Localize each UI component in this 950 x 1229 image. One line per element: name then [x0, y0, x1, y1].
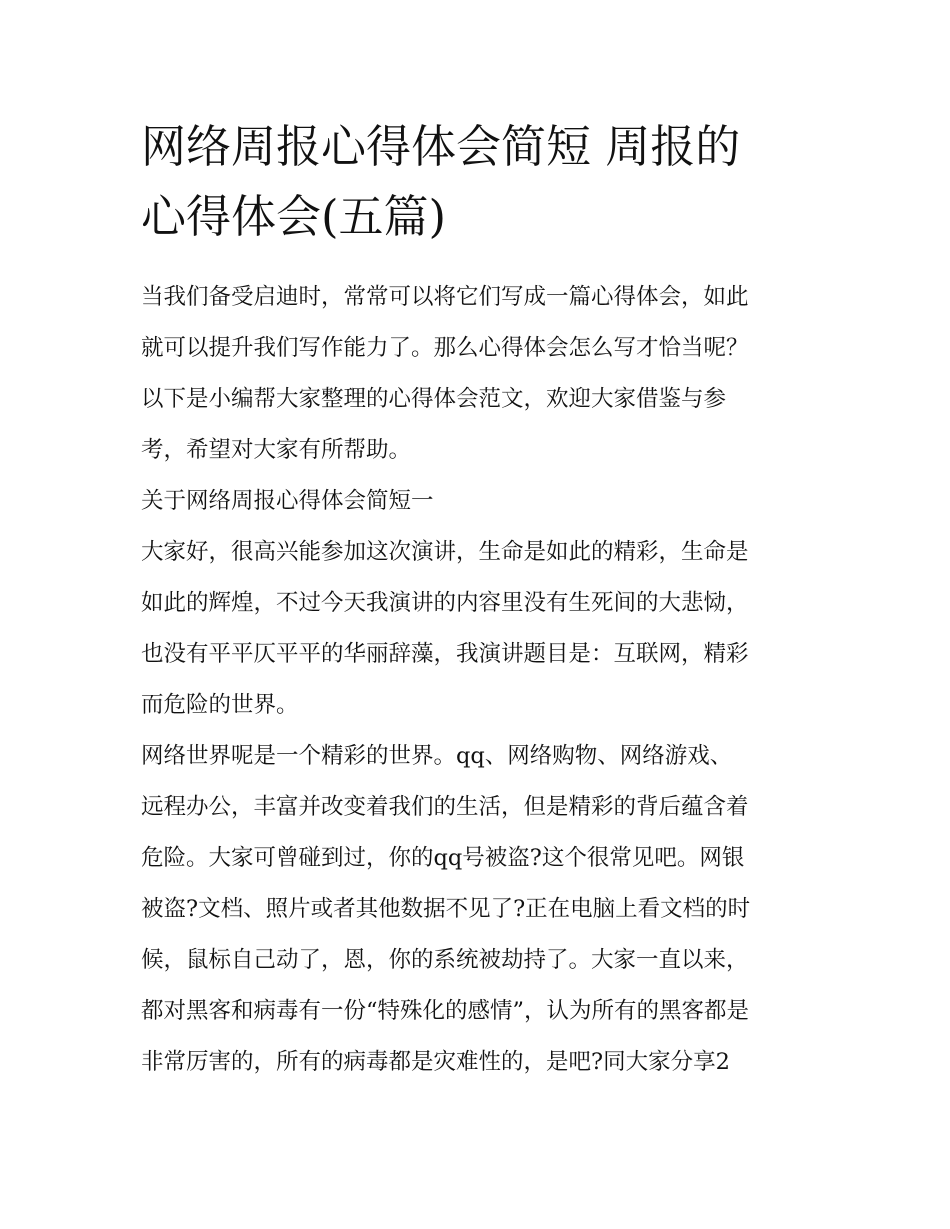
document-body [141, 272, 813, 1088]
text-line: 被盗?文档、照片或者其他数据不见了?正在电脑上看文档的时 [141, 896, 751, 922]
text-line: 如此的辉煌，不过今天我演讲的内容里没有生死间的大悲恸， [141, 590, 749, 616]
section-heading [141, 476, 813, 527]
text-line: 候，鼠标自己动了，恩，你的系统被劫持了。大家一直以来， [141, 947, 749, 973]
title-line: 网络周报心得体会简短 周报的 [141, 120, 741, 173]
speech-paragraph-1 [141, 527, 813, 731]
text-line: 远程办公，丰富并改变着我们的生活，但是精彩的背后蕴含着 [141, 794, 749, 820]
text-line: 危险。大家可曾碰到过，你的qq号被盗?这个很常见吧。网银 [141, 845, 745, 871]
text-line: 也没有平平仄平平的华丽辞藻，我演讲题目是：互联网，精彩 [141, 641, 749, 667]
text-line: 当我们备受启迪时，常常可以将它们写成一篇心得体会，如此 [141, 284, 749, 310]
title-line: 心得体会(五篇) [141, 190, 447, 243]
document-title [141, 112, 813, 252]
text-line: 都对黑客和病毒有一份“特殊化的感情”，认为所有的黑客都是 [141, 998, 750, 1024]
text-line: 网络世界呢是一个精彩的世界。qq、网络购物、网络游戏、 [141, 743, 733, 769]
intro-paragraph [141, 272, 813, 476]
text-line: 考，希望对大家有所帮助。 [141, 437, 412, 463]
text-line: 而危险的世界。 [141, 692, 299, 718]
text-line: 非常厉害的，所有的病毒都是灾难性的，是吧?同大家分享2 [141, 1049, 730, 1075]
document-page [141, 112, 813, 1088]
text-line: 大家好，很高兴能参加这次演讲，生命是如此的精彩，生命是 [141, 539, 749, 565]
text-line: 关于网络周报心得体会简短一 [141, 488, 434, 514]
text-line: 就可以提升我们写作能力了。那么心得体会怎么写才恰当呢？ [141, 335, 749, 361]
speech-paragraph-2 [141, 731, 813, 1088]
text-line: 以下是小编帮大家整理的心得体会范文，欢迎大家借鉴与参 [141, 386, 727, 412]
